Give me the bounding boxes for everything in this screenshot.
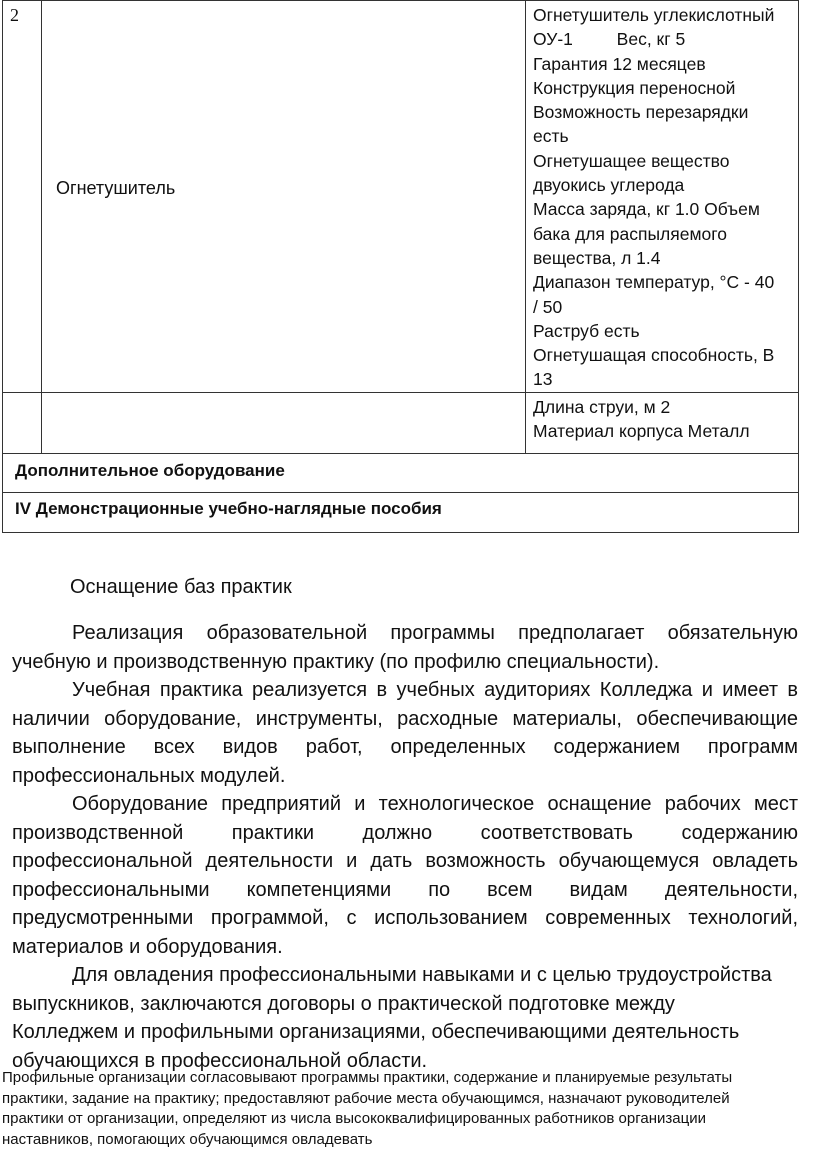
text-line: наставников, помогающих обучающимся овладевать <box>2 1130 373 1148</box>
spec-line: двуокись углерода <box>533 175 685 196</box>
table-rule <box>2 532 799 533</box>
text-line: выполнение всех видов работ, определенных содержанием программ <box>12 736 798 758</box>
spec-line: ОУ-1 Вес, кг 5 <box>533 29 686 50</box>
paragraph <box>12 961 798 1075</box>
section-additional-equipment: Дополнительное оборудование <box>15 461 285 480</box>
spec-line: 13 <box>533 369 553 390</box>
text-line: выпускников, заключаются договоры о практической подготовке между <box>12 992 675 1015</box>
spec-line: Огнетушащая способность, В <box>533 345 775 366</box>
spec-line: есть <box>533 126 569 147</box>
spec-line: Материал корпуса Металл <box>533 421 750 442</box>
spec-line: / 50 <box>533 296 563 317</box>
text-line: профессиональной деятельности и дать возможность обучающемуся овладеть <box>12 850 798 872</box>
item-specs <box>533 3 795 392</box>
footer-paragraph <box>2 1068 808 1150</box>
spec-line: Возможность перезарядки <box>533 102 749 123</box>
row-number: 2 <box>10 5 19 25</box>
item-name: Огнетушитель <box>56 178 176 198</box>
spec-line: Конструкция переносной <box>533 77 736 98</box>
table-rule <box>41 0 42 454</box>
spec-line: бака для распыляемого <box>533 223 727 244</box>
spec-line: Огнетушащее вещество <box>533 150 730 171</box>
table-rule <box>2 0 3 533</box>
spec-line: Масса заряда, кг 1.0 Объем <box>533 199 760 220</box>
text-line: производственной практики должно соответствовать содержанию <box>12 821 798 844</box>
text-line: наличии оборудование, инструменты, расходные материалы, обеспечивающие <box>12 707 798 730</box>
text-line: материалов и оборудования. <box>12 935 283 958</box>
spec-line: Гарантия 12 месяцев <box>533 53 706 74</box>
text-line: профессиональными компетенциями по всем видам деятельности, <box>12 878 798 901</box>
text-line: Для овладения профессиональными навыками и с целью трудоустройства <box>72 964 772 986</box>
spec-line: Длина струи, м 2 <box>533 397 671 417</box>
text-line: практики, задание на практику; предоставляют рабочие места обучающимся, назначают руководителей <box>2 1089 730 1107</box>
spec-line: вещества, л 1.4 <box>533 247 661 268</box>
text-line: Учебная практика реализуется в учебных аудиториях Колледжа и имеет в <box>72 679 798 701</box>
paragraph <box>12 790 798 961</box>
table-rule <box>2 392 799 393</box>
table-rule <box>2 492 799 493</box>
paragraph <box>12 619 798 676</box>
text-line: обучающихся в профессиональной области. <box>12 1049 428 1072</box>
spec-line: Огнетушитель углекислотный <box>533 5 775 25</box>
table-rule <box>2 453 799 454</box>
text-line: предусмотренными программой, с использованием современных технологий, <box>12 907 798 929</box>
table-rule <box>525 0 526 454</box>
text-line: практики от организации, определяют из числа высококвалифицированных работников организации <box>2 1110 706 1127</box>
paragraph <box>12 676 798 790</box>
text-line: Оборудование предприятий и технологическое оснащение рабочих мест <box>72 793 798 815</box>
section-heading: Оснащение баз практик <box>70 576 292 598</box>
spec-line: Раструб есть <box>533 320 640 341</box>
table-rule <box>798 0 799 533</box>
text-line: учебную и производственную практику (по профилю специальности). <box>12 650 660 673</box>
spec-line: Диапазон температур, °C - 40 <box>533 272 775 293</box>
text-line: профессиональных модулей. <box>12 764 286 787</box>
item-specs-continued <box>533 395 795 444</box>
text-line: Профильные организации согласовывают программы практики, содержание и планируемые результаты <box>2 1069 733 1086</box>
text-line: Колледжем и профильными организациями, обеспечивающими деятельность <box>12 1021 740 1043</box>
section-iv-teaching-aids: IV Демонстрационные учебно-наглядные пособия <box>15 499 442 518</box>
table-rule <box>2 0 799 1</box>
text-line: Реализация образовательной программы предполагает обязательную <box>72 622 798 644</box>
